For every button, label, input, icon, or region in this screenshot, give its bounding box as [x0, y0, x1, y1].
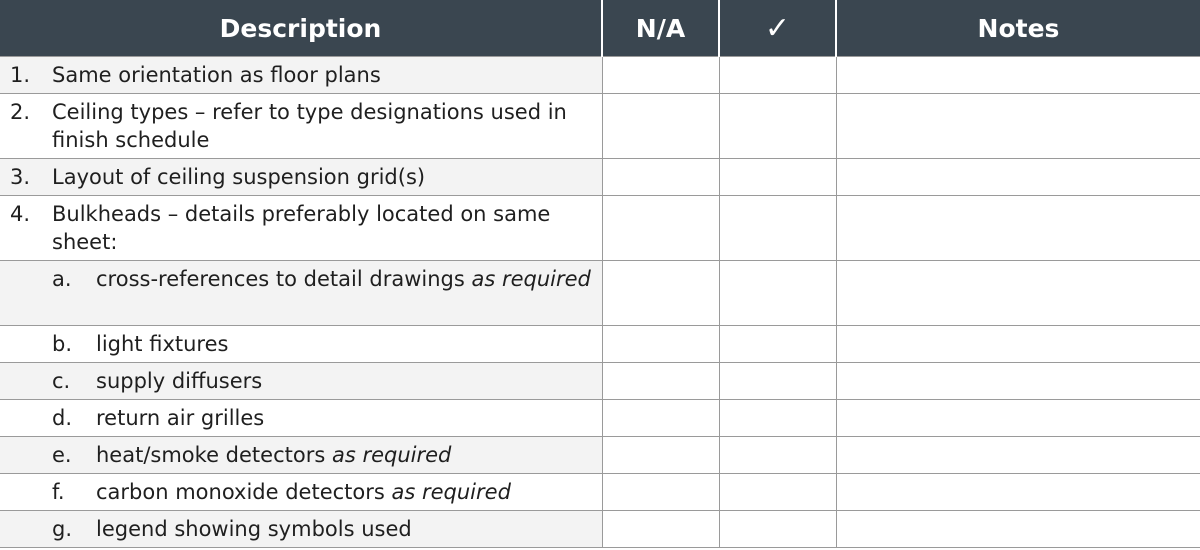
check-cell[interactable]: [719, 326, 836, 363]
check-cell[interactable]: [719, 94, 836, 159]
table-row: [0, 511, 1200, 548]
notes-cell[interactable]: [836, 437, 1200, 474]
row-number: 3.: [10, 165, 31, 189]
notes-cell[interactable]: [836, 196, 1200, 261]
row-description: [0, 159, 602, 195]
table-row: [0, 196, 1200, 261]
row-text: Ceiling types – refer to type designations used in finish schedule: [52, 100, 567, 152]
table-row: [0, 57, 1200, 94]
row-number: b.: [52, 332, 73, 356]
check-cell[interactable]: [719, 159, 836, 196]
italic-note: as required: [471, 267, 591, 291]
check-cell[interactable]: [719, 261, 836, 326]
table-row: [0, 94, 1200, 159]
row-description: [0, 326, 602, 362]
check-cell[interactable]: [719, 474, 836, 511]
row-description: [0, 261, 602, 297]
table-row: [0, 437, 1200, 474]
na-cell[interactable]: [602, 363, 719, 400]
na-cell[interactable]: [602, 437, 719, 474]
notes-cell[interactable]: [836, 57, 1200, 94]
header-row: [0, 0, 1200, 57]
check-cell[interactable]: [719, 400, 836, 437]
check-cell[interactable]: [719, 437, 836, 474]
row-number: 2.: [10, 100, 31, 124]
table-row: [0, 400, 1200, 437]
italic-note: as required: [331, 443, 452, 467]
na-cell[interactable]: [602, 57, 719, 94]
row-description: [0, 94, 602, 158]
row-description: [0, 511, 602, 547]
na-cell[interactable]: [602, 326, 719, 363]
row-text: heat/smoke detectors as required: [96, 443, 452, 467]
notes-cell[interactable]: [836, 326, 1200, 363]
notes-cell[interactable]: [836, 94, 1200, 159]
na-cell[interactable]: [602, 261, 719, 326]
row-text: Same orientation as floor plans: [52, 63, 381, 87]
row-number: f.: [52, 480, 65, 504]
na-cell[interactable]: [602, 474, 719, 511]
row-text: Layout of ceiling suspension grid(s): [52, 165, 426, 189]
table-row: [0, 159, 1200, 196]
row-description: [0, 196, 602, 260]
na-cell[interactable]: [602, 94, 719, 159]
na-cell[interactable]: [602, 511, 719, 548]
italic-note: as required: [391, 480, 511, 504]
row-text: carbon monoxide detectors as required: [96, 480, 511, 504]
row-text: supply diffusers: [96, 369, 263, 393]
row-number: e.: [52, 443, 72, 467]
table-row: [0, 261, 1200, 326]
row-description: [0, 437, 602, 473]
notes-cell[interactable]: [836, 261, 1200, 326]
check-cell[interactable]: [719, 196, 836, 261]
check-cell[interactable]: [719, 363, 836, 400]
row-number: 4.: [10, 202, 31, 226]
row-text: Bulkheads – details preferably located on same sheet:: [52, 202, 551, 254]
row-description: [0, 400, 602, 436]
notes-cell[interactable]: [836, 159, 1200, 196]
row-number: d.: [52, 406, 73, 430]
row-text: light fixtures: [96, 332, 229, 356]
row-description: [0, 57, 602, 93]
row-text: cross-references to detail drawings as required: [96, 267, 591, 291]
row-text: return air grilles: [96, 406, 265, 430]
na-cell[interactable]: [602, 400, 719, 437]
notes-cell[interactable]: [836, 400, 1200, 437]
row-text: legend showing symbols used: [96, 517, 412, 541]
na-header: N/A: [602, 0, 719, 57]
check-cell[interactable]: [719, 511, 836, 548]
notes-cell[interactable]: [836, 474, 1200, 511]
row-number: g.: [52, 517, 73, 541]
table-row: [0, 326, 1200, 363]
table-row: [0, 363, 1200, 400]
row-number: a.: [52, 267, 72, 291]
table-row: [0, 474, 1200, 511]
notes-header: Notes: [836, 0, 1200, 57]
description-header: Description: [0, 0, 602, 57]
checkmark-icon: ✓: [764, 10, 791, 46]
na-cell[interactable]: [602, 159, 719, 196]
check-cell[interactable]: [719, 57, 836, 94]
na-cell[interactable]: [602, 196, 719, 261]
checkmark-header: [719, 0, 836, 57]
row-number: 1.: [10, 63, 31, 87]
notes-cell[interactable]: [836, 363, 1200, 400]
row-description: [0, 363, 602, 399]
notes-cell[interactable]: [836, 511, 1200, 548]
row-description: [0, 474, 602, 510]
row-number: c.: [52, 369, 71, 393]
